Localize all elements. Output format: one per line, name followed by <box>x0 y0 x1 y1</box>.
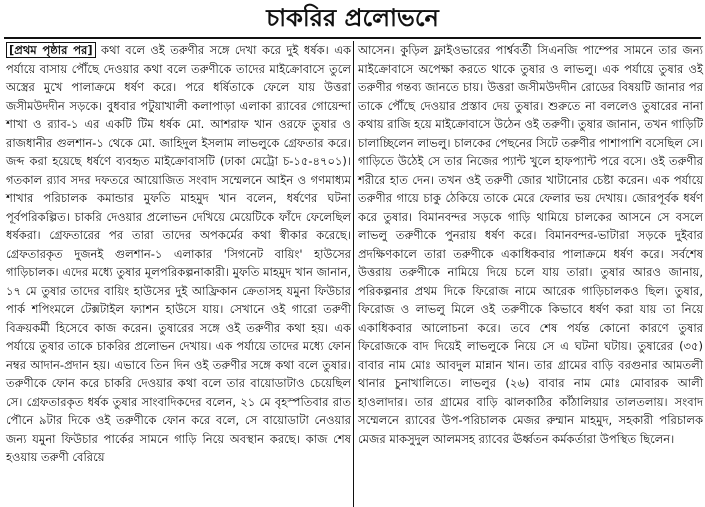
article-headline: চাকরির প্রলোভনে <box>266 4 439 32</box>
article-body-left <box>6 41 351 467</box>
right-column-text: আসেন। কুড়িল ফ্লাইওভারের পার্শ্ববর্তী সিএনজি পাম্পের সামনে তার জন্য মাইক্রোবাসে অপেক্ষা করতে থাকে তুষার ও লাভলু। এক পর্যায়ে তুষার ওই তরুণীর গন্তব্য জানতে চায়। উত্তরা জসীমউদদীন রোডের বিষয়টি জানার পর তাকে পৌঁছে দেওয়ার প্রস্তাব দেয় তুষার। শুরুতে না বললেও তুষারের নানা কথায় রাজি হয়ে মাইক্রোবাসে উঠেন ওই তরুণী। তুষার জানান, তখন গাড়িটি চালাচ্ছিলেন লাভলু। চালকের পেছনের সিটে তরুণীর পাশাপাশি বসেছিল সে। গাড়িতে উঠেই সে তার নিজের প্যান্ট খুলে হাফপ্যান্ট পরে বসে। ওই তরুণীর শরীরে হাত দেন। তখন ওই তরুণী জোর খাটানোর চেষ্টা করেন। এক পর্যায়ে তরুণীর গায়ে চাকু ঠেকিয়ে তাকে মেরে ফেলার ভয় দেখায়। জোরপূর্বক ধর্ষণ করে তুষার। বিমানবন্দর সড়কে গাড়ি থামিয়ে চালকের আসনে সে বসলে লাভলু তরুণীকে পুনরায় ধর্ষণ করে। বিমানবন্দর-ভাটারা সড়কে দুইবার প্রদক্ষিণকালে তারা তরুণীকে একাধিকবার পালাক্রমে ধর্ষণ করে। সর্বশেষ উত্তরায় তরুণীকে নামিয়ে দিয়ে চলে যায় তারা। তুষার আরও জানায়, পরিকল্পনার প্রথম দিকে ফিরোজ নামে আরেক গাড়িচালকও ছিল। তুষার, ফিরোজ ও লাভলু মিলে ওই তরুণীকে কিভাবে ধর্ষণ করা যায় তা নিয়ে একাধিকবার আলোচনা করে। তবে শেষ পর্যন্ত কোনো কারণে তুষার ফিরোজকে বাদ দিয়েই লাভলুকে নিয়ে সে এ ঘটনা ঘটায়। তুষারের (৩৫) বাবার নাম মোঃ আবদুল মান্নান খান। তার গ্রামের বাড়ি বরগুনার আমতলী থানার চুনাখালিতে। লাভলুর (২৬) বাবার নাম মোঃ মোবারক আলী হাওলাদার। তার গ্রামের বাড়ি ঝালকাঠির কাঁঠালিয়ার তালতলায়। সংবাদ সম্মেলনে র‌্যাবের উপ-পরিচালক মেজর রুম্মান মাহমুদ, সহকারী পরিচালক মেজর মাকসুদুল আলমসহ র‌্যাবের ঊর্ধ্বতন কর্মকর্তারা উপস্থিত ছিলেন। <box>358 43 703 446</box>
left-column-text: কথা বলে ওই তরুণীর সঙ্গে দেখা করে দুই ধর্ষক। এক পর্যায়ে বাসায় পৌঁছে দেওয়ার কথা বলে তরুণীকে তাদের মাইক্রোবাসে তুলে অস্ত্রের মুখে পালাক্রমে ধর্ষণ করে। পরে ধর্ষিতাকে ফেলে যায় উত্তরা জসীমউদদীন সড়কে। বুধবার পটুয়াখালী কলাপাড়া এলাকা র‌্যাবের গোয়েন্দা শাখা ও র‌্যাব-১ এর একটি টিম ধর্ষক মো. আশরাফ খান ওরফে তুষার ও রাজধানীর গুলশান-১ থেকে মো. জাহিদুল ইসলাম লাভলুকে গ্রেফতার করে। জব্দ করা হয়েছে ধর্ষণে ব্যবহৃত মাইক্রোবাসটি (ঢাকা মেট্রো চ-১৫-৪৭০১)। গতকাল র‌্যাব সদর দফতরে আয়োজিত সংবাদ সম্মেলনে আইন ও গণমাধ্যম শাখার পরিচালক কমান্ডার মুফতি মাহমুদ খান বলেন, ধর্ষণের ঘটনা পূর্বপরিকল্পিত। চাকরি দেওয়ার প্রলোভন দেখিয়ে মেয়েটিকে ফাঁদে ফেলেছিল ধর্ষকরা। গ্রেফতারের পর তারা তাদের অপকর্মের কথা স্বীকার করেছে। গ্রেফতারকৃত দুজনই গুলশান-১ এলাকার 'সিগনেট বায়িং' হাউসের গাড়িচালক। এদের মধ্যে তুষার মূলপরিকল্পনাকারী। মুফতি মাহমুদ খান জানান, ১৭ মে তুষার তাদের বায়িং হাউসের দুই আফ্রিকান ক্রেতাসহ যমুনা ফিউচার পার্ক শপিংমলে টেক্সটাইল ফ্যাশন হাউসে যায়। সেখানে ওই গারো তরুণী বিক্রয়কর্মী হিসেবে কাজ করেন। তুষারের সঙ্গে ওই তরুণীর কথা হয়। এক পর্যায়ে তুষার তাকে চাকরির প্রলোভন দেখায়। এক পর্যায়ে তাদের মধ্যে ফোন নম্বর আদান-প্রদান হয়। এভাবে তিন দিন ওই তরুণীর সঙ্গে কথা বলে তুষার। তরুণীকে ফোন করে চাকরি দেওয়ার কথা বলে তার বায়োডাটাও চেয়েছিল সে। গ্রেফতারকৃত ধর্ষক তুষার সাংবাদিকদের বলেন, ২১ মে বৃহস্পতিবার রাত পৌনে ৯টার দিকে ওই তরুণীকে ফোন করে বলে, সে বায়োডাটা নেওয়ার জন্য যমুনা ফিউচার পার্কের সামনে গাড়ি নিয়ে অবস্থান করছে। কাজ শেষ হওয়ায় তরুণী বেরিয়ে <box>6 43 352 464</box>
headline-rule <box>4 37 701 39</box>
article-column-right <box>358 41 703 448</box>
continuation-tag: [প্রথম পৃষ্ঠার পর] <box>6 42 96 58</box>
column-divider <box>353 41 354 507</box>
article-column-left <box>6 41 351 467</box>
